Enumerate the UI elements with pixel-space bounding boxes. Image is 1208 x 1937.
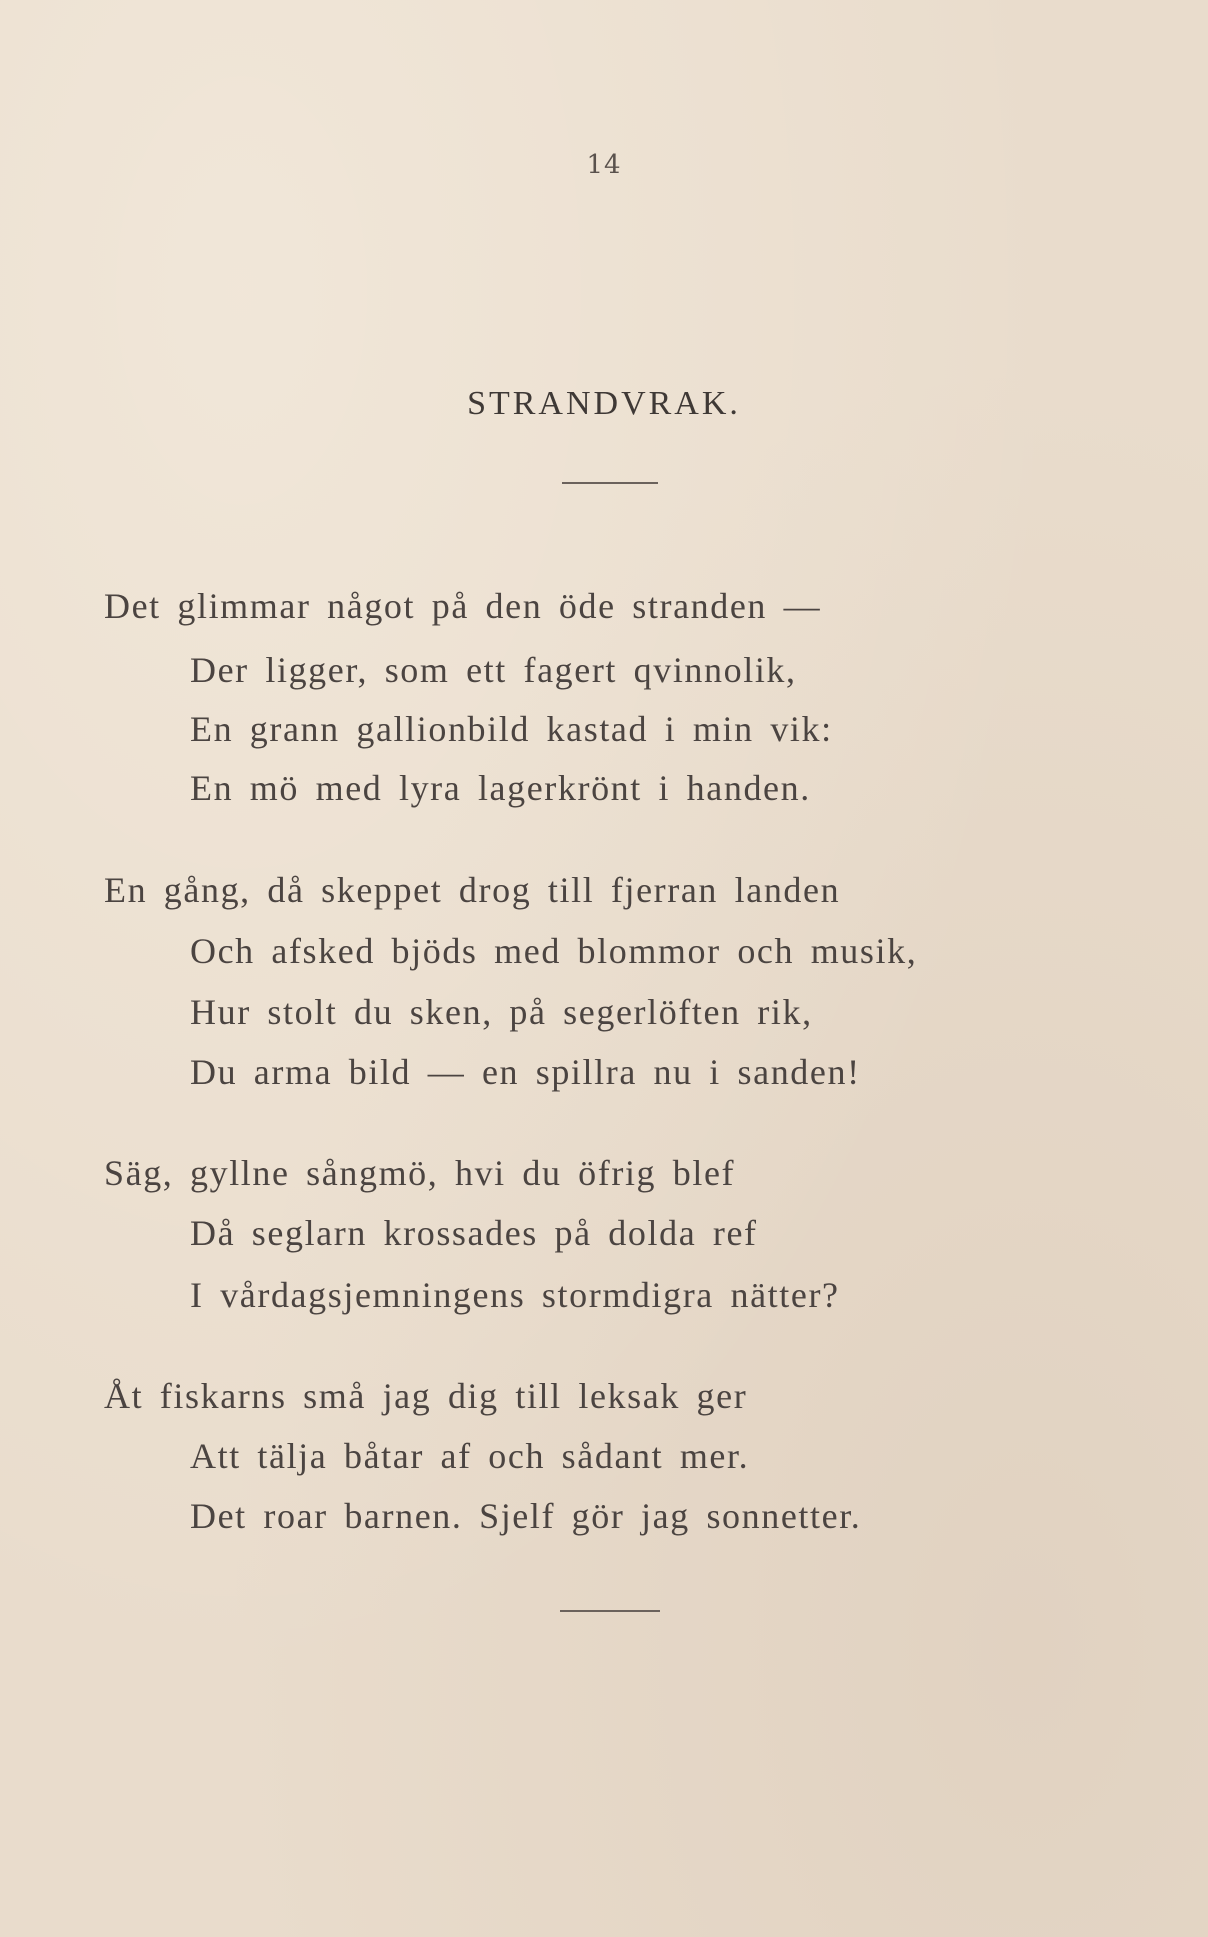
poem-title: STRANDVRAK.	[467, 385, 741, 422]
stanza-3-line-1: Säg, gyllne sångmö, hvi du öfrig blef	[104, 1153, 736, 1193]
page-number: 14	[586, 150, 622, 180]
stanza-2-line-2: Och afsked bjöds med blommor och musik,	[190, 931, 918, 971]
stanza-2-line-1: En gång, då skeppet drog till fjerran landen	[104, 870, 841, 910]
stanza-4-line-1: Åt fiskarns små jag dig till leksak ger	[104, 1376, 748, 1416]
end-divider	[560, 1610, 660, 1612]
stanza-1-line-2: Der ligger, som ett fagert qvinnolik,	[190, 650, 797, 690]
stanza-3-line-3: I vårdagsjemningens stormdigra nätter?	[190, 1275, 840, 1315]
stanza-2-line-4: Du arma bild — en spillra nu i sanden!	[190, 1052, 861, 1092]
stanza-3-line-2: Då seglarn krossades på dolda ref	[190, 1213, 758, 1253]
stanza-1-line-4: En mö med lyra lagerkrönt i handen.	[190, 768, 811, 808]
stanza-1-line-1: Det glimmar något på den öde stranden —	[104, 586, 822, 626]
stanza-4-line-2: Att tälja båtar af och sådant mer.	[190, 1436, 750, 1476]
stanza-1-line-3: En grann gallionbild kastad i min vik:	[190, 709, 833, 749]
stanza-4-line-3: Det roar barnen. Sjelf gör jag sonnetter.	[190, 1496, 862, 1536]
stanza-2-line-3: Hur stolt du sken, på segerlöften rik,	[190, 992, 813, 1032]
